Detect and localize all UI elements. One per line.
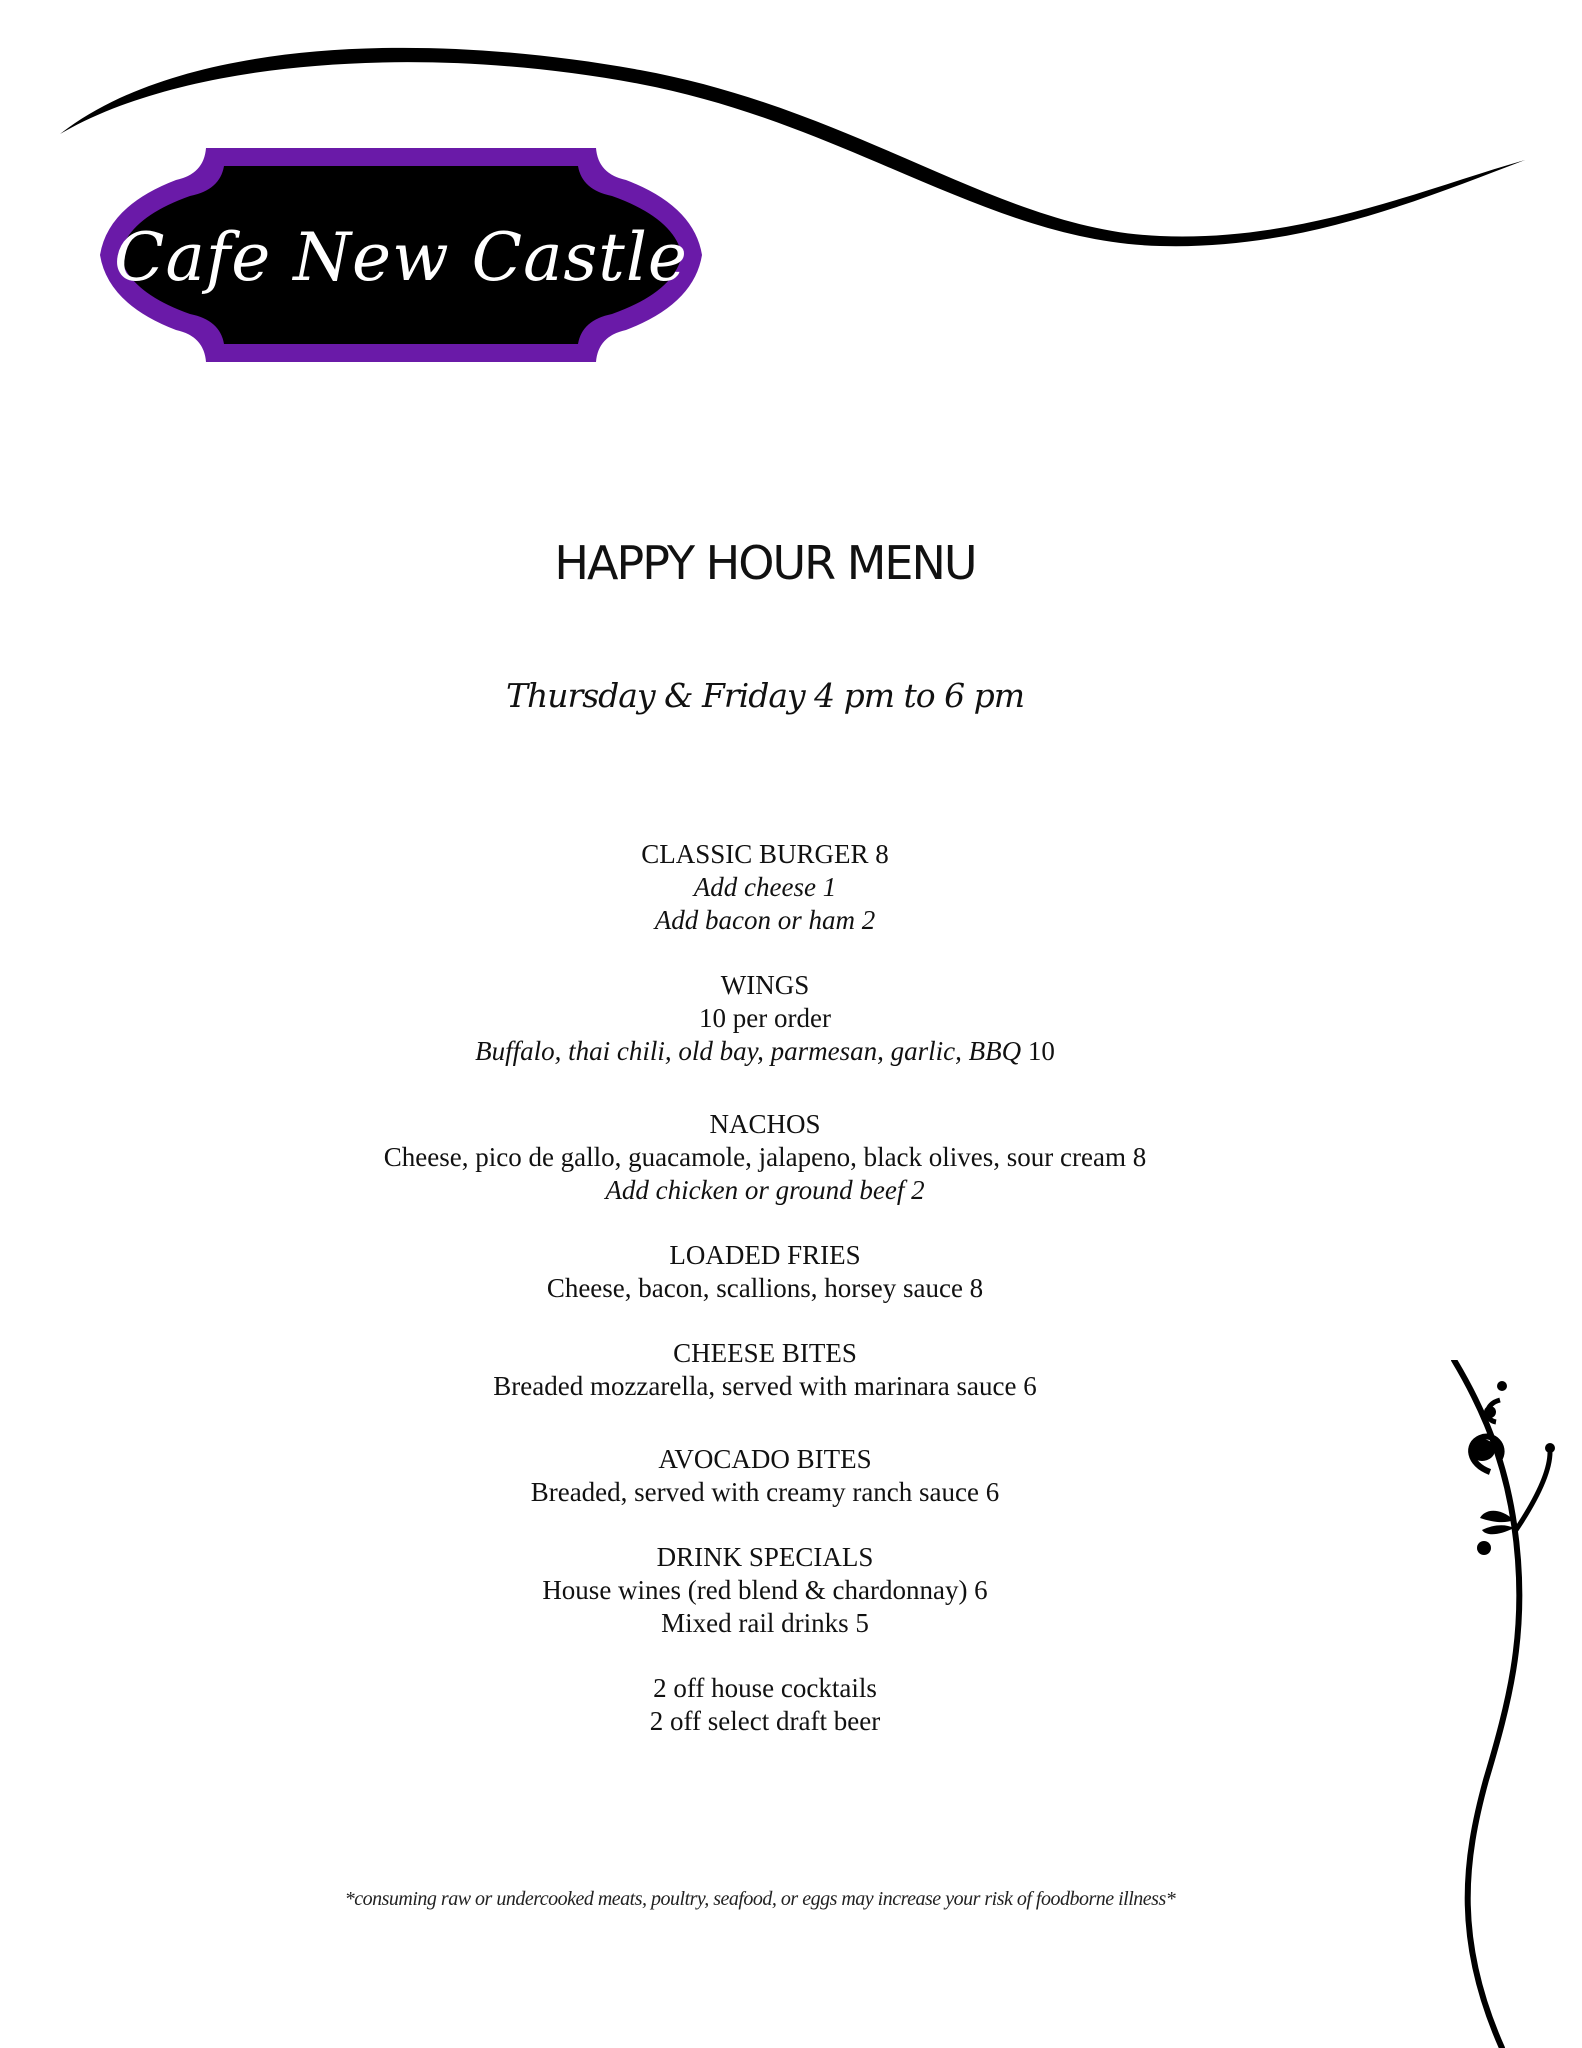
discount-line: 2 off select draft beer <box>649 1706 881 1736</box>
menu-item-addon: Add bacon or ham 2 <box>654 905 876 935</box>
wings-flavor-price: 10 <box>1027 1036 1055 1066</box>
menu-item-name: NACHOS <box>709 1109 821 1139</box>
menu-item-description: Cheese, pico de gallo, guacamole, jalapeno, black olives, sour cream 8 <box>383 1142 1147 1172</box>
menu-item-loaded-fries <box>0 1239 1530 1305</box>
menu-item-name: DRINK SPECIALS <box>656 1542 874 1572</box>
menu-item-description: Cheese, bacon, scallions, horsey sauce 8 <box>546 1273 984 1303</box>
menu-item-name: WINGS <box>720 970 810 1000</box>
menu-item-avocado-bites <box>0 1443 1530 1509</box>
menu-item-drink-specials <box>0 1541 1530 1640</box>
menu-item-flavors <box>0 1035 1530 1068</box>
menu-item-addon: Add chicken or ground beef 2 <box>605 1175 925 1205</box>
menu-item-description: Breaded mozzarella, served with marinara sauce 6 <box>493 1371 1037 1401</box>
wings-flavor-list: Buffalo, thai chili, old bay, parmesan, garlic, BBQ <box>475 1036 1022 1066</box>
menu-item-description: 10 per order <box>699 1003 831 1033</box>
menu-item-nachos <box>0 1108 1530 1207</box>
happy-hour-times: Thursday & Friday 4 pm to 6 pm <box>505 676 1025 715</box>
discount-line: 2 off house cocktails <box>653 1673 877 1703</box>
decorative-vine <box>1440 1360 1582 2048</box>
food-safety-disclaimer: *consuming raw or undercooked meats, poultry, seafood, or eggs may increase your risk of foodborne illness* <box>344 1888 1176 1910</box>
menu-item-name: CLASSIC BURGER 8 <box>641 839 889 869</box>
menu-item-addon: Add cheese 1 <box>693 872 837 902</box>
menu-item-name: AVOCADO BITES <box>658 1444 872 1474</box>
menu-item-discounts <box>0 1672 1530 1738</box>
menu-item-description: Mixed rail drinks 5 <box>661 1608 869 1638</box>
menu-item-cheese-bites <box>0 1337 1530 1403</box>
menu-item-description: Breaded, served with creamy ranch sauce 6 <box>530 1477 1000 1507</box>
page-title: HAPPY HOUR MENU <box>554 536 976 590</box>
menu-item-description: House wines (red blend & chardonnay) 6 <box>542 1575 988 1605</box>
menu-item-name: CHEESE BITES <box>673 1338 857 1368</box>
menu-item-name: LOADED FRIES <box>669 1240 861 1270</box>
menu-item-wings <box>0 969 1530 1068</box>
menu-list <box>0 838 1530 1738</box>
menu-item-classic-burger <box>0 838 1530 937</box>
logo-text: Cafe New Castle <box>113 218 688 296</box>
